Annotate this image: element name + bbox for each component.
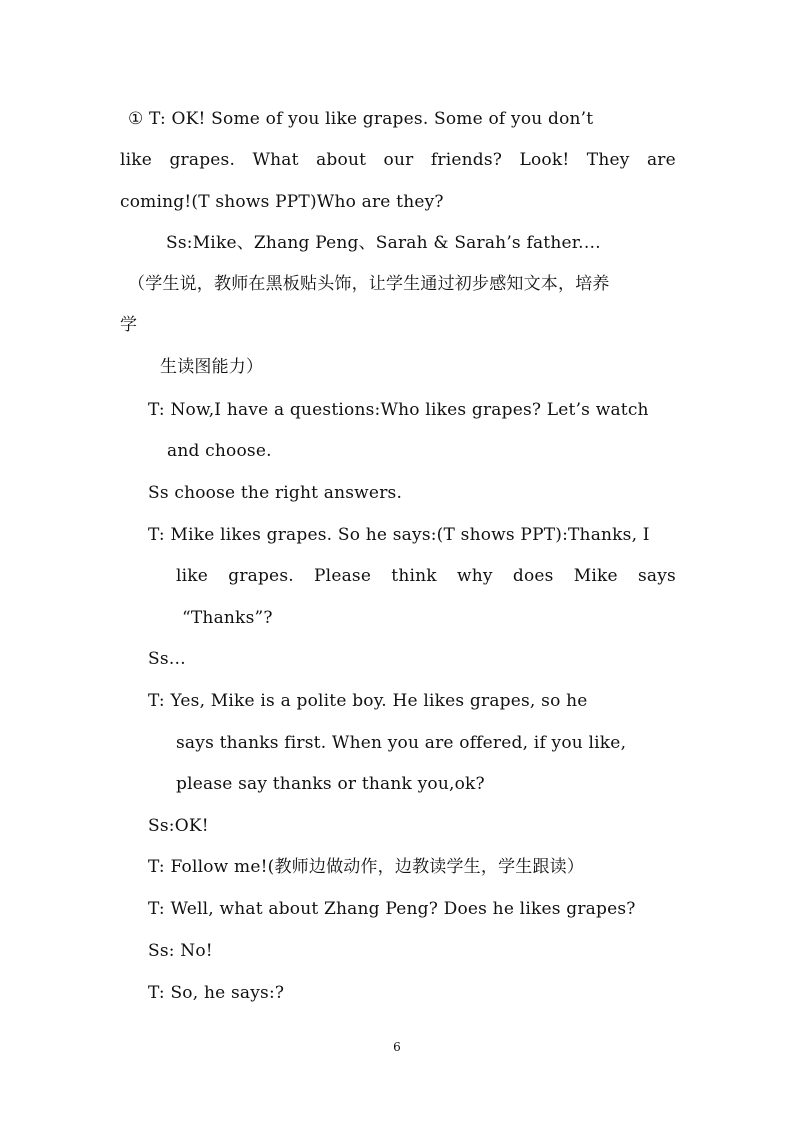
page-number: 6 bbox=[393, 1040, 401, 1054]
paragraph-8-line-2: says thanks first. When you are offered, if you like, bbox=[176, 733, 627, 753]
paragraph-4-line-1: T: Now,I have a questions:Who likes grapes? Let’s watch bbox=[148, 400, 649, 420]
paragraph-8-line-1: T: Yes, Mike is a polite boy. He likes grapes, so he bbox=[148, 691, 588, 711]
paragraph-11: T: Well, what about Zhang Peng? Does he likes grapes? bbox=[148, 899, 636, 919]
paragraph-3-line-3: 生读图能力） bbox=[160, 357, 264, 377]
word: Look! bbox=[519, 150, 570, 170]
word: why bbox=[456, 566, 493, 586]
paragraph-6-line-1: T: Mike likes grapes. So he says:(T shows PPT):Thanks, I bbox=[148, 525, 650, 545]
paragraph-9: Ss:OK! bbox=[148, 816, 209, 836]
word: think bbox=[391, 566, 437, 586]
word: are bbox=[646, 150, 676, 170]
word: What bbox=[252, 150, 299, 170]
paragraph-3-line-1: （学生说，教师在黑板贴头饰，让学生通过初步感知文本，培养 bbox=[128, 274, 610, 294]
word: grapes. bbox=[228, 566, 294, 586]
paragraph-1-line-3: coming!(T shows PPT)Who are they? bbox=[120, 192, 444, 212]
paragraph-4-line-2: and choose. bbox=[167, 441, 272, 461]
word: like bbox=[120, 150, 153, 170]
paragraph-5: Ss choose the right answers. bbox=[148, 483, 403, 503]
word: Mike bbox=[573, 566, 618, 586]
paragraph-1-line-2 bbox=[120, 149, 676, 171]
word: does bbox=[512, 566, 554, 586]
word: our bbox=[383, 150, 414, 170]
paragraph-8-line-3: please say thanks or thank you,ok? bbox=[176, 774, 485, 794]
paragraph-6-line-3: “Thanks”? bbox=[182, 608, 273, 628]
word: about bbox=[316, 150, 367, 170]
paragraph-12: Ss: No! bbox=[148, 941, 213, 961]
word: like bbox=[176, 566, 209, 586]
paragraph-2-students-reply: Ss:Mike、Zhang Peng、Sarah & Sarah’s father.… bbox=[166, 233, 601, 253]
paragraph-1-line-1: ① T: OK! Some of you like grapes. Some of you don’t bbox=[128, 109, 594, 129]
paragraph-7: Ss… bbox=[148, 649, 186, 669]
paragraph-6-line-2 bbox=[176, 565, 676, 587]
word: Please bbox=[314, 566, 372, 586]
paragraph-3-line-2: 学 bbox=[120, 315, 138, 335]
paragraph-10: T: Follow me!(教师边做动作，边教读学生，学生跟读） bbox=[148, 857, 585, 877]
word: friends? bbox=[430, 150, 503, 170]
word: says bbox=[637, 566, 676, 586]
word: They bbox=[586, 150, 630, 170]
word: grapes. bbox=[169, 150, 236, 170]
paragraph-13: T: So, he says:? bbox=[148, 983, 285, 1003]
